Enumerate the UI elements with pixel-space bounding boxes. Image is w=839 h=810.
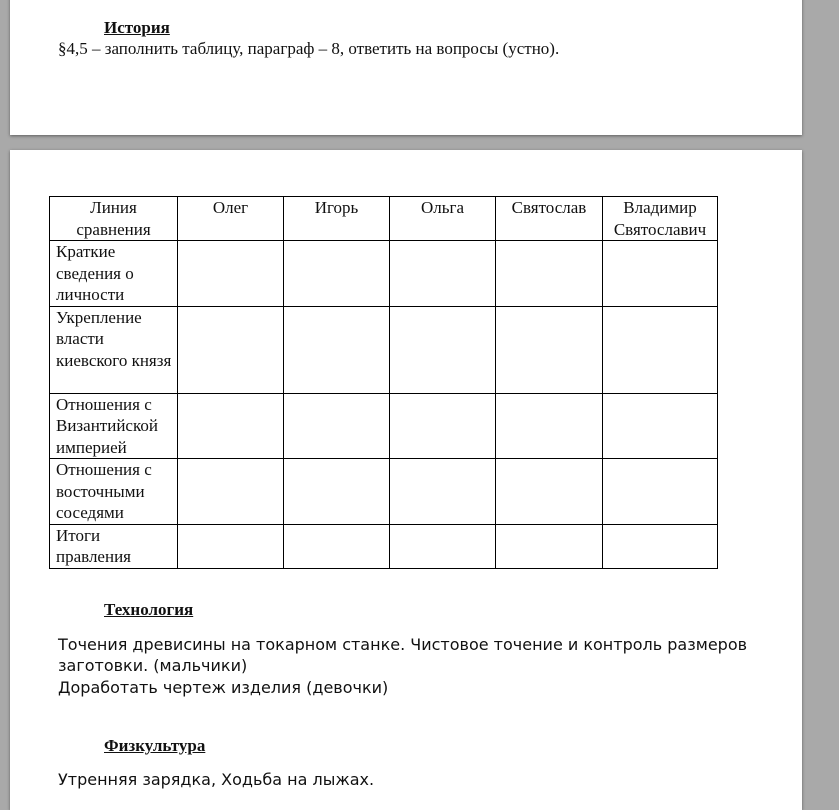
- table-cell: [178, 241, 284, 307]
- table-cell: [603, 393, 718, 459]
- table-cell: [496, 306, 603, 393]
- table-row: [50, 459, 718, 525]
- technology-line-3: Доработать чертеж изделия (девочки): [58, 678, 389, 697]
- row-label-power: Укрепление власти киевского князя: [50, 306, 178, 393]
- row-label-eastern-neighbors: Отношения с восточными соседями: [50, 459, 178, 525]
- table-cell: [390, 241, 496, 307]
- table-cell: [390, 524, 496, 568]
- header-svyatoslav: Святослав: [496, 197, 603, 241]
- table-cell: [496, 241, 603, 307]
- table-cell: [496, 524, 603, 568]
- technology-heading: Технология: [104, 600, 194, 619]
- row-label-personality: Краткие сведения о личности: [50, 241, 178, 307]
- header-olga: Ольга: [390, 197, 496, 241]
- table-header-row: [50, 197, 718, 241]
- table-cell: [496, 459, 603, 525]
- table-cell: [284, 393, 390, 459]
- history-heading: История: [104, 18, 170, 37]
- table-cell: [603, 306, 718, 393]
- pe-heading: Физкультура: [104, 736, 206, 755]
- comparison-table: [49, 196, 718, 569]
- table-row: [50, 306, 718, 393]
- table-row: [50, 524, 718, 568]
- table-cell: [284, 241, 390, 307]
- table-cell: [178, 393, 284, 459]
- header-vladimir: Владимир Святославич: [603, 197, 718, 241]
- table-row: [50, 241, 718, 307]
- header-oleg: Олег: [178, 197, 284, 241]
- table-cell: [284, 459, 390, 525]
- header-comparison-line: Линия сравнения: [50, 197, 178, 241]
- table-cell: [496, 393, 603, 459]
- header-igor: Игорь: [284, 197, 390, 241]
- pe-text: Утренняя зарядка, Ходьба на лыжах.: [58, 770, 375, 789]
- technology-line-2: заготовки. (мальчики): [58, 656, 248, 675]
- table-cell: [178, 306, 284, 393]
- table-cell: [603, 459, 718, 525]
- table-cell: [178, 524, 284, 568]
- row-label-results: Итоги правления: [50, 524, 178, 568]
- table-cell: [178, 459, 284, 525]
- history-assignment: §4,5 – заполнить таблицу, параграф – 8, ответить на вопросы (устно).: [58, 39, 560, 58]
- document-page-2: [10, 150, 802, 810]
- table-cell: [284, 524, 390, 568]
- table-cell: [603, 524, 718, 568]
- table-cell: [603, 241, 718, 307]
- document-page-1: [10, 0, 802, 135]
- row-label-byzantium: Отношения с Византийской империей: [50, 393, 178, 459]
- table-cell: [390, 459, 496, 525]
- table-cell: [390, 393, 496, 459]
- technology-line-1: Точения древисины на токарном станке. Чистовое точение и контроль размеров: [58, 635, 748, 654]
- table-row: [50, 393, 718, 459]
- table-cell: [390, 306, 496, 393]
- table-cell: [284, 306, 390, 393]
